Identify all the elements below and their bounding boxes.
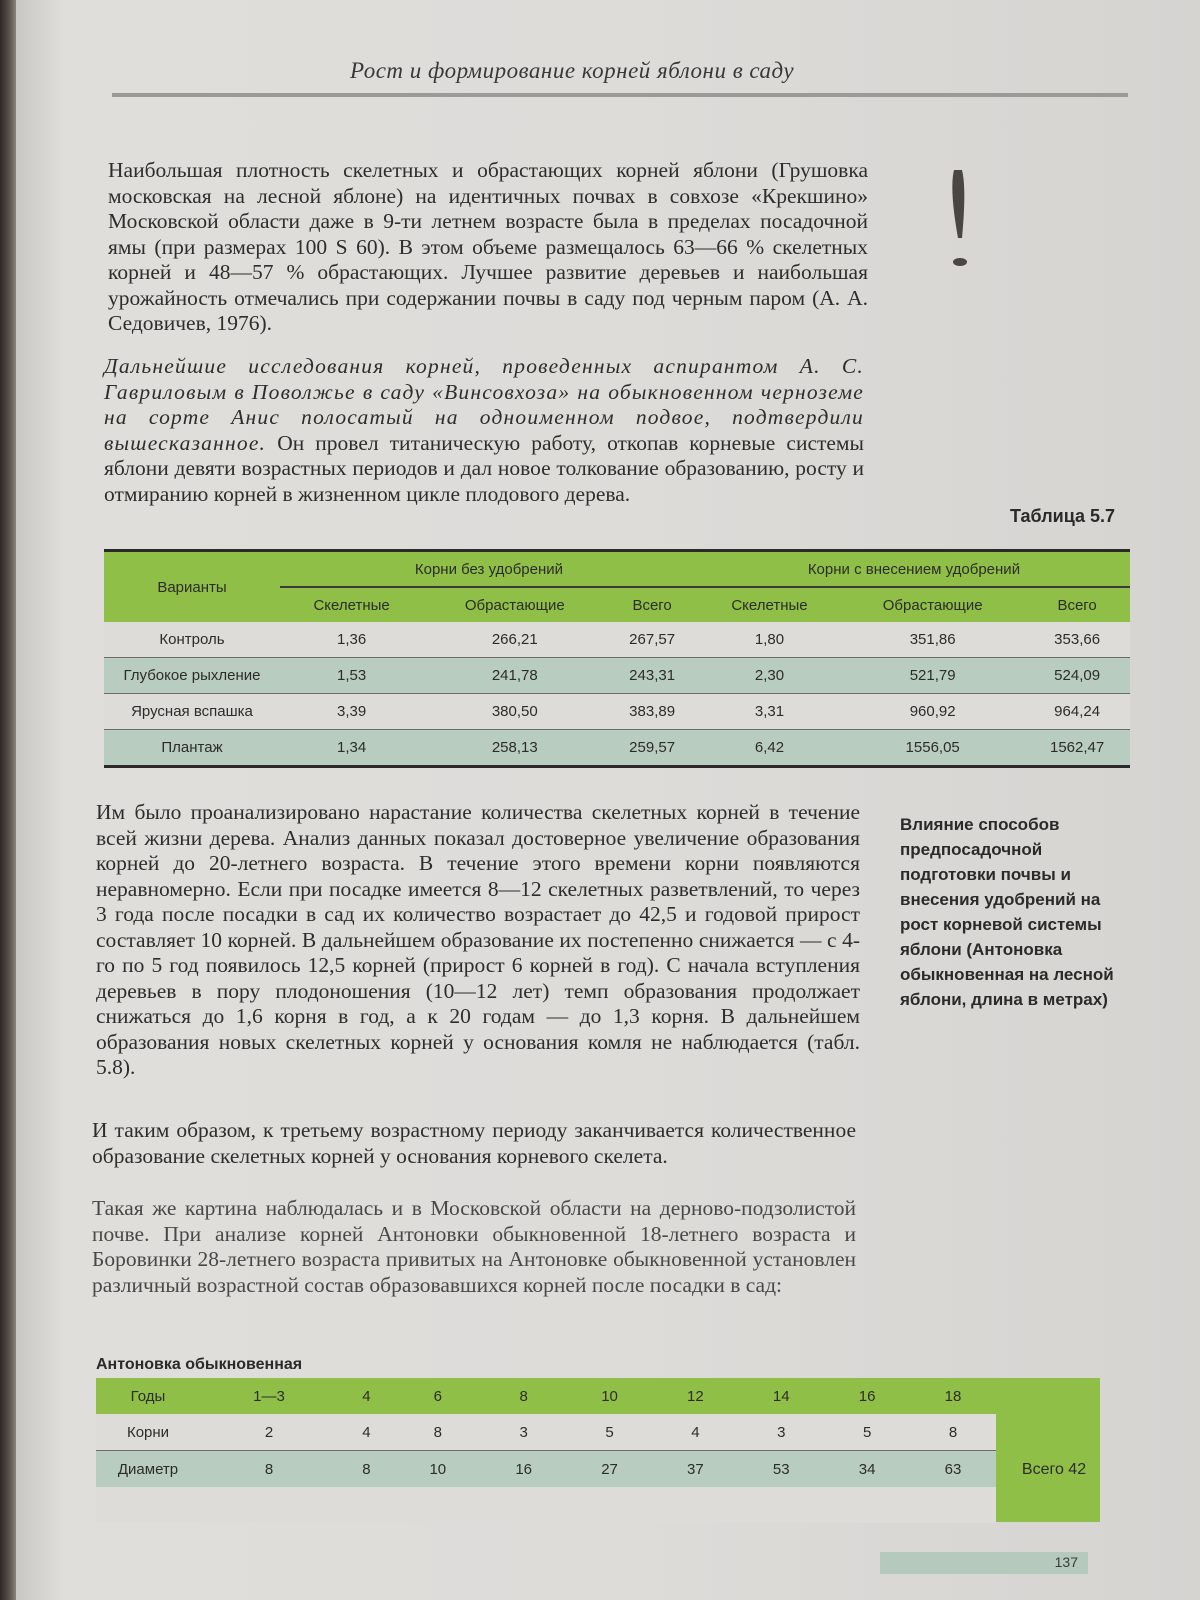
cell: 53 [738, 1451, 824, 1488]
row-label-roots: Корни [96, 1414, 200, 1451]
cell: 5 [567, 1414, 653, 1451]
row-label-years: Годы [96, 1378, 200, 1414]
cell: 1556,05 [841, 730, 1024, 767]
cell: 4 [338, 1378, 395, 1414]
subheader: Обрастающие [841, 587, 1024, 622]
variants-header: Варианты [104, 551, 280, 623]
table-row [104, 622, 1130, 658]
cell: 351,86 [841, 622, 1024, 658]
cell: 259,57 [606, 730, 698, 767]
table-row [96, 1378, 996, 1414]
cell: 3 [738, 1414, 824, 1451]
header-rule [112, 93, 1128, 97]
page-number-bar [880, 1552, 1088, 1574]
cell: 14 [738, 1378, 824, 1414]
cell: 10 [395, 1451, 481, 1488]
empty-cell [96, 1487, 200, 1523]
subheader: Скелетные [280, 587, 423, 622]
cell: 380,50 [423, 694, 606, 730]
cell: 16 [824, 1378, 910, 1414]
cell: 5 [824, 1414, 910, 1451]
cell: 1—3 [200, 1378, 338, 1414]
table-row [104, 658, 1130, 694]
empty-cell [395, 1487, 481, 1523]
subheader: Всего [606, 587, 698, 622]
empty-cell [567, 1487, 653, 1523]
table-caption: Влияние способов предпосадочной подготовки почвы и внесения удобрений на рост корневой системы яблони (Антоновка обыкновенная на лесной яблони, длина в метрах) [900, 815, 1114, 1009]
paragraph-3: Им было проанализировано нарастание количества скелетных корней в течение всей жизни дерева. Анализ данных показал достоверное увеличение образования корней до 20-летнего возраста. В течение этого времени корни появляются неравномерно. Если при посадке имеется 8—12 скелетных разветвлений, то через 3 года после посадки в сад их количество возрастает до 42,5 и годовой прирост составляет 10 корней. В дальнейшем образование их постепенно снижается — с 4-го по 5 год появилось 12,5 корней (прирост 6 корней в год). С начала вступления деревьев в пору плодоношения (10—12 лет) темп образования продолжает снижаться до 1,6 корня в год, а к 20 годам — до 1,3 корня. В дальнейшем образования новых скелетных корней у основания комля не наблюдается (табл. 5.8). [96, 800, 860, 1079]
cell: 383,89 [606, 694, 698, 730]
cell: 3 [481, 1414, 567, 1451]
cell: 8 [395, 1414, 481, 1451]
subheader: Скелетные [698, 587, 841, 622]
cell: 524,09 [1024, 658, 1130, 694]
row-name: Глубокое рыхление [104, 658, 280, 694]
empty-cell [200, 1487, 338, 1523]
row-name: Плантаж [104, 730, 280, 767]
cell: 3,39 [280, 694, 423, 730]
empty-cell [338, 1487, 395, 1523]
cell: 4 [652, 1414, 738, 1451]
book-spine [0, 0, 16, 1600]
paragraph-4: И таким образом, к третьему возрастному периоду заканчивается количественное образование скелетных корней у основания корневого скелета. [92, 1118, 856, 1168]
cell: 8 [200, 1451, 338, 1488]
cell: 6,42 [698, 730, 841, 767]
table-row [104, 730, 1130, 767]
paragraph-5: Такая же картина наблюдалась и в Московской области на дерново-подзолистой почве. При анализе корней Антоновки обыкновенной 18-летнего возраста и Боровинки 28-летнего возраста привитых на Антоновке обыкновенной установлен различный возрастной состав образовавшихся корней после посадки в сад: [92, 1196, 856, 1297]
row-name: Ярусная вспашка [104, 694, 280, 730]
cell: 1,53 [280, 658, 423, 694]
subheader: Обрастающие [423, 587, 606, 622]
paragraph-2 [104, 354, 864, 507]
cell: 960,92 [841, 694, 1024, 730]
antonovka-grid [96, 1378, 996, 1523]
subheader: Всего [1024, 587, 1130, 622]
antonovka-table-title: Антоновка обыкновенная [96, 1356, 303, 1373]
cell: 27 [567, 1451, 653, 1488]
cell: 4 [338, 1414, 395, 1451]
table-row [96, 1414, 996, 1451]
cell: 37 [652, 1451, 738, 1488]
table-row [104, 694, 1130, 730]
paragraph-1: Наибольшая плотность скелетных и обрастающих корней яблони (Грушовка московская на лесной яблоне) на идентичных почвах в совхозе «Крекшино» Московской области даже в 9-ти летнем возрасте была в пределах посадочной ямы (при размерах 100 S 60). В этом объеме размещалось 63—66 % скелетных корней и 48—57 % обрастающих. Лучшее развитие деревьев и наибольшая урожайность отмечались при содержании почвы в саду под черным паром (А. А. Седовичев, 1976). [108, 158, 868, 335]
cell: 16 [481, 1451, 567, 1488]
cell: 266,21 [423, 622, 606, 658]
cell: 3,31 [698, 694, 841, 730]
cell: 34 [824, 1451, 910, 1488]
cell: 8 [910, 1414, 996, 1451]
empty-cell [824, 1487, 910, 1523]
row-name: Контроль [104, 622, 280, 658]
cell: 10 [567, 1378, 653, 1414]
empty-cell [652, 1487, 738, 1523]
cell: 964,24 [1024, 694, 1130, 730]
cell: 1562,47 [1024, 730, 1130, 767]
empty-cell [910, 1487, 996, 1523]
cell: 12 [652, 1378, 738, 1414]
exclamation-mark-icon [940, 166, 980, 276]
table-5-7 [104, 549, 1130, 768]
cell: 8 [481, 1378, 567, 1414]
cell: 1,36 [280, 622, 423, 658]
cell: 2,30 [698, 658, 841, 694]
cell: 267,57 [606, 622, 698, 658]
cell: 8 [338, 1451, 395, 1488]
row-label-diameter: Диаметр [96, 1451, 200, 1488]
table-label: Таблица 5.7 [1010, 506, 1116, 526]
cell: 2 [200, 1414, 338, 1451]
running-head: Рост и формирование корней яблони в саду [350, 58, 795, 83]
cell: 1,80 [698, 622, 841, 658]
cell: 1,34 [280, 730, 423, 767]
cell: 258,13 [423, 730, 606, 767]
paragraph-2-italic: Дальнейшие исследования корней, проведенных аспирантом А. С. Гавриловым в Поволжье в саду «Винсовхоза» на обыкновенном черноземе на сорте Анис полосатый на одноименном подвое, подтвердили вышесказанное. [104, 354, 864, 455]
paragraph-2-rest: Он провел титаническую работу, откопав корневые системы яблони девяти возрастных периодов и дал новое толкование образованию, росту и отмиранию корней в жизненном цикле плодового дерева. [104, 430, 864, 506]
cell: 18 [910, 1378, 996, 1414]
cell: 243,31 [606, 658, 698, 694]
group-header-fertilizer: Корни с внесением удобрений [698, 551, 1130, 588]
antonovka-table [96, 1378, 1100, 1522]
cell: 521,79 [841, 658, 1024, 694]
group-header-no-fertilizer: Корни без удобрений [280, 551, 698, 588]
cell: 63 [910, 1451, 996, 1488]
table-row-spacer [96, 1487, 996, 1523]
empty-cell [738, 1487, 824, 1523]
cell: 6 [395, 1378, 481, 1414]
empty-cell [481, 1487, 567, 1523]
cell: 353,66 [1024, 622, 1130, 658]
total-count: Всего 42 [1021, 1461, 1087, 1478]
page-number: 137 [1054, 1554, 1078, 1570]
cell: 241,78 [423, 658, 606, 694]
table-row [96, 1451, 996, 1488]
